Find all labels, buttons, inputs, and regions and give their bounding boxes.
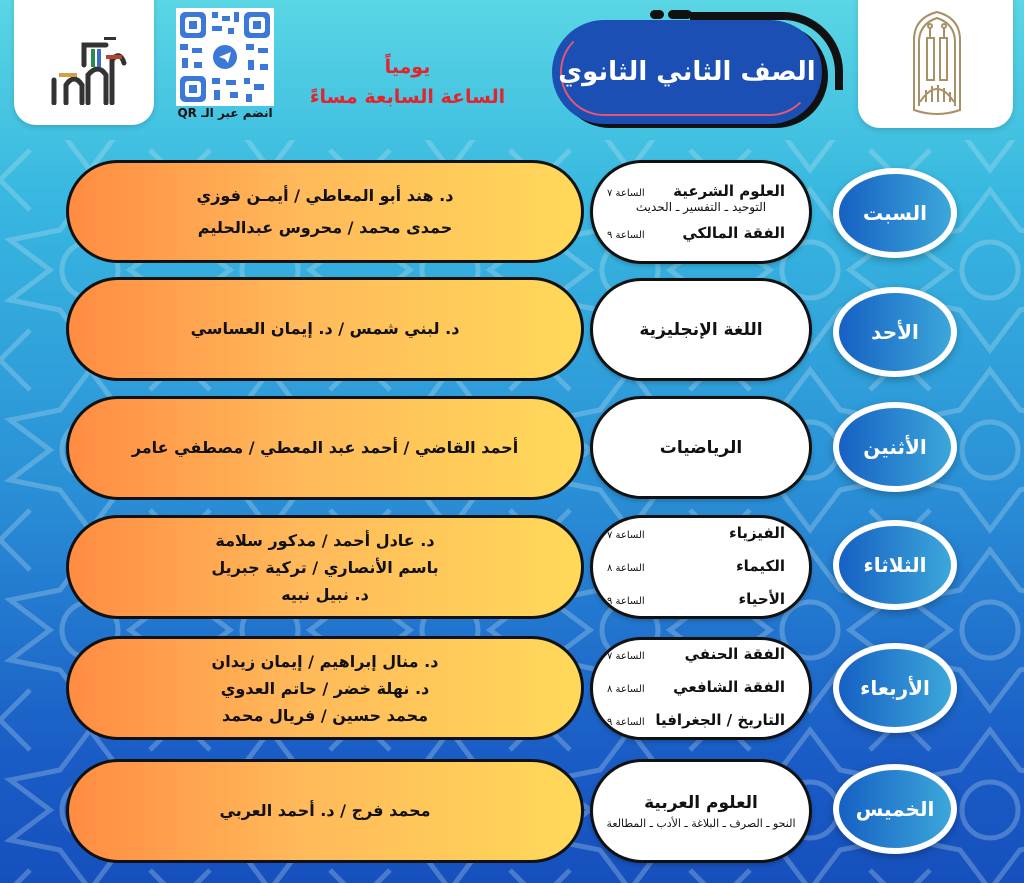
subject-line xyxy=(593,182,809,200)
grade-title-badge xyxy=(552,20,822,124)
subject-line xyxy=(593,518,809,551)
subject-line xyxy=(593,224,809,242)
book-stack-logo-icon xyxy=(44,35,129,105)
teacher-line: د. هند أبو المعاطي / أيمـن فوزي xyxy=(196,185,454,205)
teacher-line: باسم الأنصاري / تركية جبريل xyxy=(211,557,439,577)
daily-label: يومياً xyxy=(384,56,431,78)
teacher-line: محمد حسين / فريال محمد xyxy=(222,705,429,725)
subject-line xyxy=(593,639,809,672)
subject-time: الساعة ٨ xyxy=(607,684,645,695)
teacher-line: أحمد القاضي / أحمد عبد المعطي / مصطفي عامر xyxy=(131,438,519,457)
teachers-box-saturday xyxy=(66,160,584,263)
subject-line xyxy=(593,672,809,705)
teachers-box-thursday xyxy=(66,759,584,863)
subjects-box-thursday xyxy=(590,759,812,863)
subject-name: الفقة الشافعي xyxy=(673,678,785,696)
day-thursday: الخميس xyxy=(833,764,957,854)
teachers-box-sunday xyxy=(66,277,584,381)
decor-dash xyxy=(668,10,692,19)
al-azhar-logo-icon xyxy=(910,10,964,120)
subject-description: التوحيد ـ التفسير ـ الحديث xyxy=(635,200,767,214)
subjects-box-wednesday xyxy=(590,637,812,740)
teacher-line: حمدى محمد / محروس عبدالحليم xyxy=(197,217,453,237)
teacher-line: د. لبني شمس / د. إيمان العساسي xyxy=(190,319,460,338)
teachers-box-tuesday xyxy=(66,515,584,619)
subjects-box-sunday xyxy=(590,278,812,381)
subject-time: الساعة ٧ xyxy=(607,651,645,662)
subject-time: الساعة ٩ xyxy=(607,230,645,241)
qr-caption: انضم عبر الـ QR xyxy=(177,106,273,120)
subject-time: الساعة ٧ xyxy=(607,529,645,541)
subject-name: الفقة المالكي xyxy=(682,224,785,242)
subject-line xyxy=(593,584,809,617)
subject-name: العلوم العربية xyxy=(644,792,758,813)
teacher-line: د. نهلة خضر / حاتم العدوي xyxy=(220,678,430,698)
subject-time: الساعة ٩ xyxy=(607,595,645,607)
day-monday: الأثنين xyxy=(833,402,957,492)
right-logo-card xyxy=(858,0,1013,128)
qr-code-icon xyxy=(176,8,274,106)
subject-name: الفيزياء xyxy=(729,523,785,542)
subject-name: الفقة الحنفي xyxy=(684,645,785,663)
teacher-line: د. منال إبراهيم / إيمان زيدان xyxy=(211,651,439,671)
subject-time: الساعة ٨ xyxy=(607,562,645,574)
schedule-time-banner xyxy=(300,52,515,112)
subject-name: الرياضيات xyxy=(659,437,743,458)
decor-dash xyxy=(650,10,664,19)
teacher-line: محمد فرج / د. أحمد العربي xyxy=(219,801,431,820)
page-title: الصف الثاني الثانوي xyxy=(558,57,816,87)
day-sunday: الأحد xyxy=(833,287,957,377)
teachers-box-monday xyxy=(66,396,584,500)
subject-name: اللغة الإنجليزية xyxy=(639,319,763,340)
subjects-box-saturday xyxy=(590,160,812,264)
subject-name: التاريخ / الجغرافيا xyxy=(655,711,785,729)
teachers-box-wednesday xyxy=(66,636,584,740)
day-saturday: السبت xyxy=(833,168,957,258)
subject-line xyxy=(593,551,809,584)
subject-name: الكيماء xyxy=(736,556,785,575)
qr-code[interactable] xyxy=(176,8,274,106)
teacher-line: د. نبيل نبيه xyxy=(281,584,369,604)
left-logo-card xyxy=(14,0,154,125)
day-tuesday: الثلاثاء xyxy=(833,520,957,610)
day-wednesday: الأربعاء xyxy=(833,643,957,733)
time-label: الساعة السابعة مساءً xyxy=(309,86,506,108)
subject-time: الساعة ٩ xyxy=(607,717,645,728)
subject-description: النحو ـ الصرف ـ البلاغة ـ الأدب ـ المطالعة xyxy=(606,816,796,830)
subjects-box-monday xyxy=(590,396,812,499)
subject-name: العلوم الشرعية xyxy=(673,182,785,200)
subject-time: الساعة ٧ xyxy=(607,188,645,199)
subjects-box-tuesday xyxy=(590,515,812,619)
subject-name: الأحياء xyxy=(738,589,785,608)
teacher-line: د. عادل أحمد / مدكور سلامة xyxy=(215,530,435,550)
subject-line xyxy=(593,705,809,738)
